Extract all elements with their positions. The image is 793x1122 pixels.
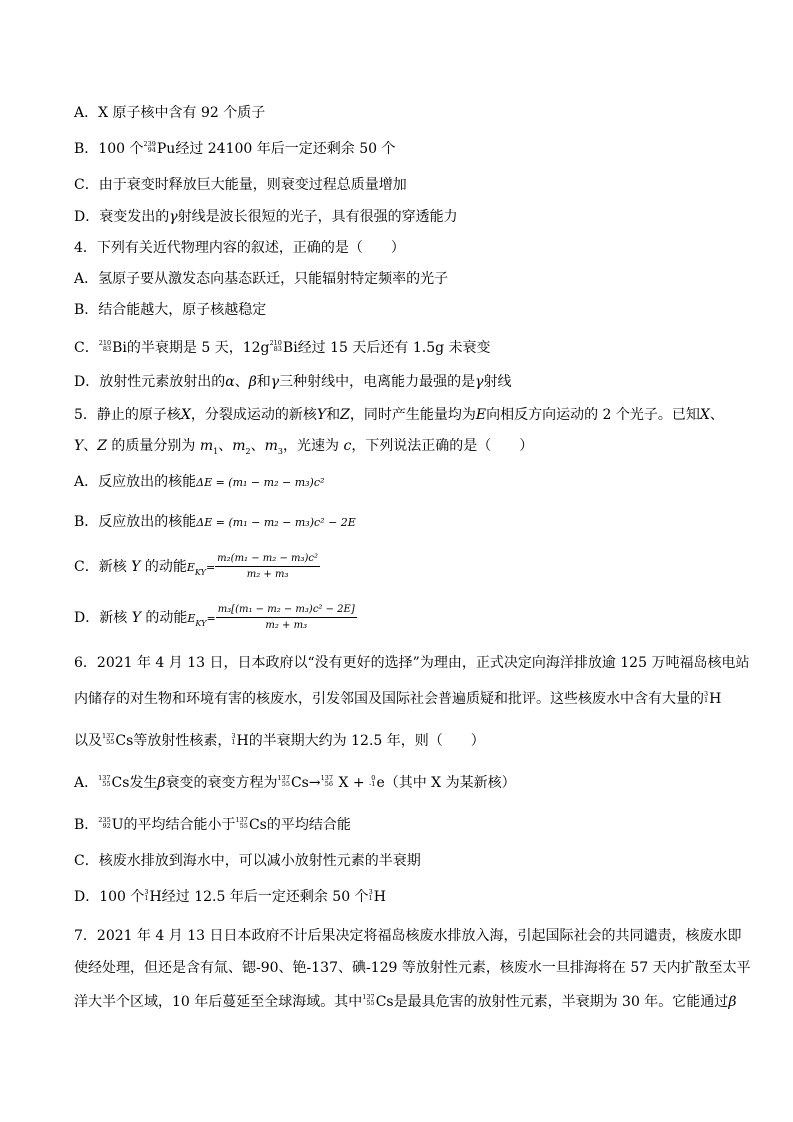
mass-m2-sub: 2 [245,446,251,456]
var-z-2: Z [97,438,107,454]
q3-option-d-prefix: D．衰变发出的 [74,209,170,225]
cs-symbol-5: Cs [375,994,394,1010]
q5-option-c-text: C．新核 [74,559,127,575]
x-mass-number: 137 [320,774,334,782]
q5-option-b [74,512,356,533]
q5-stem-line1 [74,405,724,425]
q6-option-d-middle: 经过 12.5 年后一定还剩余 50 个 [161,889,369,905]
h-atomic-number-4: 1 [368,894,373,902]
h-mass-number-4: 3 [368,888,373,896]
e-nuclide-numbers [369,775,375,787]
q6-option-d [74,887,386,907]
q3-option-d [74,207,458,227]
q6-option-b-part-b: 的平均结合能小于 [123,817,236,833]
u-atomic-number: 92 [102,822,111,830]
q5-option-b-text: B．反应放出的核能 [74,514,197,530]
q5-formula-c-lhs: E [186,561,195,574]
q4-option-d-middle: 三种射线中，电离能力最强的是 [279,374,476,390]
q5-formula-d-fraction [216,604,357,632]
var-z: Z [340,407,350,423]
q6-option-a-part-c: 衰变的衰变方程为 [165,775,278,791]
q5-stem-part-a: 5．静止的原子核 [74,407,181,423]
q6-option-a [74,773,516,793]
cs-nuclide-numbers [102,733,114,745]
cs-mass-number-4: 137 [235,816,248,824]
e-mass-number: 0 [371,774,376,782]
x-nuclide-numbers [321,775,333,787]
h-symbol-4: H [373,889,386,905]
h-nuclide-numbers-2 [231,733,235,745]
cs-mass-number-5: 137 [362,993,375,1001]
beta-symbol: β [248,374,257,390]
q5-formula-c-lhs-sub: KY [194,567,206,577]
q6-option-b [74,815,351,835]
q5-option-c-text-b: 的动能 [144,559,187,575]
h-nuclide-numbers-3 [144,889,148,901]
var-y: Y [316,407,327,423]
pu-atomic-number: 94 [147,146,156,154]
q5-formula-a: ΔE = (m₁ − m₂ − m₃)c² [196,476,325,489]
q6-stem-line1-text: 6．2021 年 4 月 13 日，日本政府以“没有更好的选择”为理由，正式决定向海洋排放逾 125 万吨福岛核电站 [74,655,750,671]
pu-symbol: Pu [156,141,176,157]
q6-option-c [74,851,421,871]
bi-mass-number-2: 210 [269,339,282,347]
q7-line2 [74,958,751,978]
e-symbol: e [376,775,385,791]
q6-stem-line1 [74,653,749,673]
q7-line2-text: 使经处理，但还是含有氚、锶-90、铯-137、碘-129 等放射性元素，核废水一旦排海将在 57 天内扩散至太平 [74,960,751,976]
var-y-4: Y [131,610,141,626]
var-e: E [475,407,487,423]
u-symbol: U [111,817,124,833]
h-symbol-3: H [149,889,162,905]
q5-option-a [74,472,324,493]
pu-nuclide-numbers [143,141,155,153]
q4-option-d-sep1: 、 [234,374,249,390]
u-nuclide-numbers [98,817,110,829]
q5-stem2-part-b: 的质量分别为 [106,438,200,454]
q6-option-a-prefix: A． [74,775,99,791]
q5-option-d-text-b: 的动能 [145,610,188,626]
q5-stem-part-c: 和 [326,407,341,423]
q3-option-b [74,139,395,159]
u-mass-number: 235 [98,816,111,824]
h-atomic-number-3: 1 [144,894,149,902]
cs-nuclide-numbers-3 [278,775,290,787]
cs-symbol-4: Cs [248,817,267,833]
cs-atomic-number-4: 55 [239,822,248,830]
mass-m1: m [199,438,214,454]
q5-stem-line2 [74,436,533,462]
cs-mass-number-3: 137 [277,774,290,782]
q5-option-a-text: A．反应放出的核能 [74,474,197,490]
h-nuclide-numbers-4 [369,889,373,901]
cs-nuclide-numbers-4 [236,817,248,829]
bi-atomic-number-2: 83 [273,345,282,353]
cs-symbol-3: Cs [290,775,309,791]
q4-stem [74,238,405,258]
q5-formula-c-fraction [215,553,320,581]
q6-stem-line3 [74,731,485,751]
beta-symbol-3: β [728,994,737,1010]
var-x-2: X [699,407,710,423]
reaction-arrow: → [308,775,321,791]
mass-m3: m [264,438,278,454]
mass-m3-sub: 3 [277,446,284,456]
bi-mass-number: 210 [98,339,112,347]
var-y-3: Y [131,559,141,575]
cs-atomic-number-5: 55 [366,999,375,1007]
q6-option-d-prefix: D．100 个 [74,889,145,905]
light-speed-c: c [343,438,352,454]
cs-symbol-2: Cs [111,775,130,791]
q6-stem-line2-text: 内储存的对生物和环境有害的核废水，引发邻国及国际社会普遍质疑和批评。这些核废水中含有大量的 [74,691,704,707]
h-atomic-number-2: 1 [231,738,236,746]
q4-option-d-suffix: 射线 [483,374,512,390]
q5-stem2-part-e: ，光速为 [283,438,344,454]
gamma-symbol: γ [169,209,178,225]
q7-line3-part-b: 是最具危害的放射性元素，半衰期为 30 年。它能通过 [393,994,729,1010]
gamma-symbol-3: γ [475,374,484,390]
q6-option-b-prefix: B． [74,817,99,833]
gamma-symbol-2: γ [270,374,280,390]
q3-option-b-prefix: B．100 个 [74,141,144,157]
h-atomic-number: 1 [704,696,709,704]
q7-line1 [74,926,742,946]
cs-nuclide-numbers-5 [362,994,374,1006]
e-atomic-number: -1 [369,780,376,788]
h-symbol: H [709,691,722,707]
q5-formula-d-denominator: m₂ + m₃ [265,620,308,631]
q3-option-c [74,175,407,195]
q7-line3-part-a: 洋大半个区域，10 年后蔓延至全球海域。其中 [74,994,363,1010]
q5-formula-b: ΔE = (m₁ − m₂ − m₃)c² − 2E [196,516,356,529]
q4-stem-text: 4．下列有关近代物理内容的叙述，正确的是（ ） [74,240,405,256]
cs-mass-number-2: 137 [98,774,111,782]
x-atomic-number: 56 [324,780,334,788]
q5-stem-part-f: 、 [709,407,724,423]
h-nuclide-numbers [704,691,708,703]
q5-formula-c-eq: = [205,561,216,574]
q6-option-c-text: C．核废水排放到海水中，可以减小放射性元素的半衰期 [74,853,421,869]
q6-stem3-part-b: 等放射性核素， [133,733,232,749]
q6-option-a-suffix: （其中 X 为某新核） [384,775,516,791]
h-mass-number-3: 3 [144,888,149,896]
q4-option-a-text: A．氢原子要从激发态向基态跃迁，只能辐射特定频率的光子 [74,271,449,287]
q4-option-c-middle: 的半衰期是 5 天，12g [126,340,270,356]
q5-formula-c-denominator: m₂ + m₃ [246,569,289,580]
q5-formula-d-lhs-sub: KY [195,618,207,628]
h-mass-number-2: 3 [231,732,236,740]
bi-atomic-number: 83 [102,345,112,353]
q5-stem2-part-f: ，下列说法正确的是（ ） [351,438,534,454]
cs-atomic-number-3: 55 [281,780,290,788]
h-symbol-2: H [236,733,249,749]
cs-nuclide-numbers-2 [98,775,110,787]
q4-option-a [74,269,448,289]
q3-option-b-suffix: 经过 24100 年后一定还剩余 50 个 [175,141,396,157]
bi-nuclide-numbers [99,340,111,352]
pu-mass-number: 239 [143,140,156,148]
q5-formula-d-eq: = [206,612,216,625]
var-x: X [180,407,191,423]
q6-stem3-part-c: 的半衰期大约为 12.5 年，则（ ） [248,733,485,749]
bi-nuclide-numbers-2 [270,340,282,352]
q4-option-d-prefix: D．放射性元素放射出的 [74,374,226,390]
q3-option-a [74,103,265,123]
q5-stem-part-e: 向相反方向运动的 2 个光子。已知 [486,407,700,423]
q5-formula-d-numerator: m₃[(m₁ − m₂ − m₃)c² − 2E] [216,604,357,618]
q5-option-c [74,553,320,583]
alpha-symbol: α [225,374,235,390]
cs-mass-number: 137 [102,732,115,740]
q6-stem3-part-a: 以及 [74,733,102,749]
q4-option-c-prefix: C． [74,340,99,356]
q5-stem2-part-c: 、 [218,438,233,454]
q4-option-b-text: B．结合能越大，原子核越稳定 [74,302,267,318]
q4-option-c-suffix: 经过 15 天后还有 1.5g 未衰变 [297,340,491,356]
q7-line3 [74,992,736,1012]
x-symbol: X [338,775,349,791]
bi-symbol-2: Bi [282,340,298,356]
q4-option-c [74,338,491,358]
beta-symbol-2: β [157,775,166,791]
q6-stem-line2 [74,689,721,709]
q5-stem2-part-a: 、 [83,438,98,454]
cs-atomic-number-2: 55 [102,780,111,788]
q5-stem-part-b: ，分裂成运动的新核 [190,407,317,423]
q5-formula-c-numerator: m₂(m₁ − m₂ − m₃)c² [215,553,320,567]
var-y-2: Y [74,438,84,454]
q5-option-d-text: D．新核 [74,610,128,626]
cs-atomic-number: 55 [106,738,115,746]
q5-option-d [74,604,357,634]
h-mass-number: 3 [704,690,709,698]
plus-sign: + [352,775,365,791]
bi-symbol: Bi [112,340,127,356]
q3-option-a-text: A．X 原子核中含有 92 个质子 [74,105,266,121]
q5-stem-part-d: ，同时产生能量均为 [349,407,476,423]
q3-option-d-suffix: 射线是波长很短的光子，具有很强的穿透能力 [177,209,458,225]
q7-line1-text: 7．2021 年 4 月 13 日日本政府不计后果决定将福岛核废水排放入海，引起国际社会的共同谴责，核废水即 [74,928,742,944]
q3-option-c-text: C．由于衰变时释放巨大能量，则衰变过程总质量增加 [74,177,407,193]
q4-option-d-sep2: 和 [256,374,271,390]
mass-m2: m [232,438,246,454]
q4-option-b [74,300,266,320]
q6-option-a-part-b: 发生 [129,775,158,791]
q6-option-b-suffix: 的平均结合能 [266,817,351,833]
q4-option-d [74,372,512,392]
q5-stem2-part-d: 、 [250,438,265,454]
q5-formula-d-lhs: E [187,612,196,625]
cs-symbol: Cs [115,733,134,749]
mass-m1-sub: 1 [213,446,219,456]
